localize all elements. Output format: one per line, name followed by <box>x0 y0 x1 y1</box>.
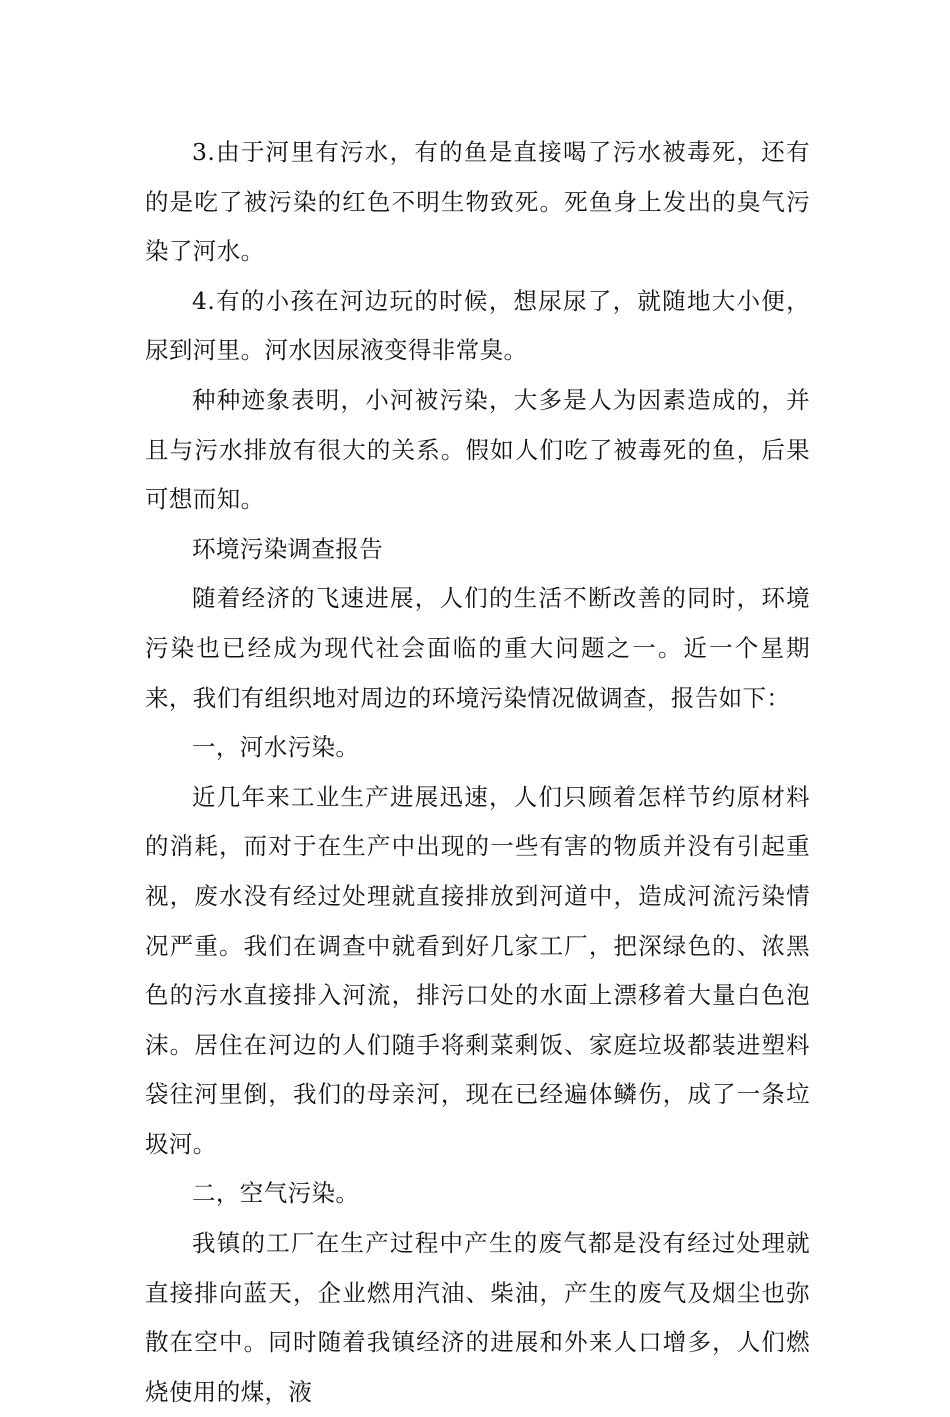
heading-air-pollution: 二，空气污染。 <box>192 1179 360 1208</box>
paragraph-air-pollution: 我镇的工厂在生产过程中产生的废气都是没有经过处理就直接排向蓝天，企业燃用汽油、柴油，产生的废气及烟尘也弥散在空中。同时随着我镇经济的进展和外来人口增多，人们燃烧使用的煤，液 <box>145 1229 810 1406</box>
heading-water-pollution: 一，河水污染。 <box>192 733 360 762</box>
paragraph-river-item-4: 4.有的小孩在河边玩的时候，想尿尿了，就随地大小便，尿到河里。河水因尿液变得非常臭。 <box>145 286 810 365</box>
document-body <box>145 128 810 1417</box>
paragraph-river-conclusion: 种种迹象表明，小河被污染，大多是人为因素造成的，并且与污水排放有很大的关系。假如人们吃了被毒死的鱼，后果可想而知。 <box>145 385 810 514</box>
section-title-report: 环境污染调查报告 <box>192 534 384 563</box>
paragraph-river-item-3: 3.由于河里有污水，有的鱼是直接喝了污水被毒死，还有的是吃了被污染的红色不明生物致死。死鱼身上发出的臭气污染了河水。 <box>145 138 810 266</box>
paragraph-report-intro: 随着经济的飞速进展，人们的生活不断改善的同时，环境污染也已经成为现代社会面临的重大问题之一。近一个星期来，我们有组织地对周边的环境污染情况做调查，报告如下： <box>145 584 810 712</box>
paragraph-water-pollution: 近几年来工业生产进展迅速，人们只顾着怎样节约原材料的消耗，而对于在生产中出现的一些有害的物质并没有引起重视，废水没有经过处理就直接排放到河道中，造成河流污染情况严重。我们在调查中就看到好几家工厂，把深绿色的、浓黑色的污水直接排入河流，排污口处的水面上漂移着大量白色泡沫。居住在河边的人们随手将剩菜剩饭、家庭垃圾都装进塑料袋往河里倒，我们的母亲河，现在已经遍体鳞伤，成了一条垃圾河。 <box>145 782 810 1158</box>
